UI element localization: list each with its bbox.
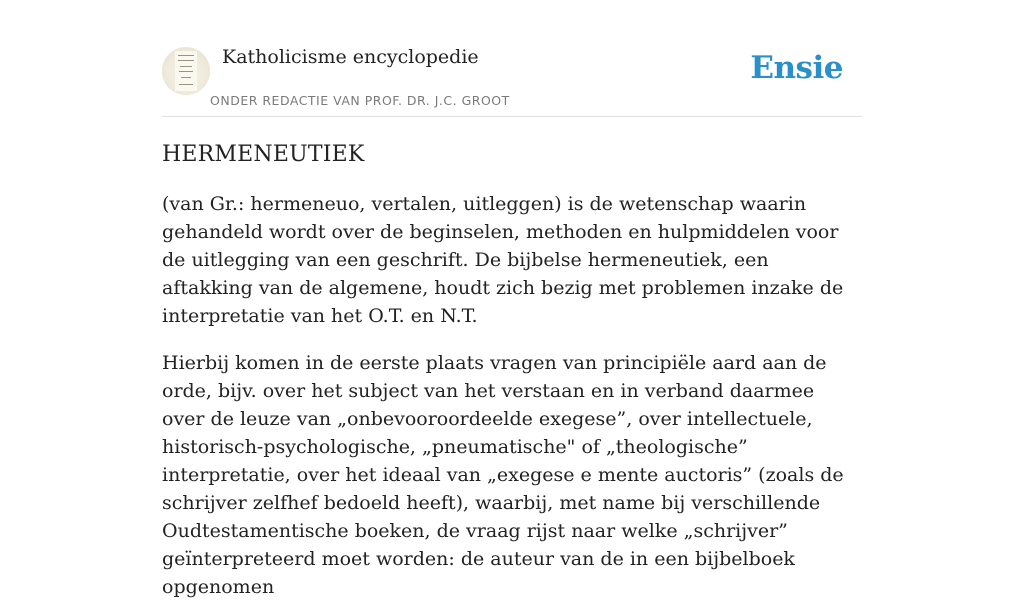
book-cover-icon[interactable] <box>162 47 210 95</box>
article-paragraph: (van Gr.: hermeneuo, vertalen, uitleggen) is de wetenschap waarin gehandeld wordt over de beginselen, methoden en hulpmiddelen voor de uitlegging van een geschrift. De bijbelse hermeneutiek, een aftakking van de algemene, houdt zich bezig met problemen inzake de interpretatie van het O.T. en N.T. <box>162 193 844 327</box>
book-cover-line <box>179 84 193 85</box>
book-cover-line <box>179 71 193 72</box>
book-cover-line <box>181 77 191 78</box>
article <box>162 140 862 601</box>
ensie-logo-link[interactable]: Ensie <box>750 50 843 86</box>
article-paragraph: Hierbij komen in de eerste plaats vragen van principiële aard aan de orde, bijv. over het subject van het verstaan en in verband daarmee over de leuze van „onbevooroordeelde exegese”, over intellectuele, historisch-psychologische, „pneumatische" of „theologische” interpretatie, over het ideaal van „exegese e mente auctoris” (zoals de schrijver zelfhef bedoeld heeft), waarbij, met name bij verschillende Oudtestamentische boeken, de vraag rijst naar welke „schrijver” geïnterpreteerd moet worden: de auteur van de in een bijbelboek opgenomen <box>162 352 844 598</box>
book-cover-line <box>180 66 192 67</box>
editor-subtitle: ONDER REDACTIE VAN PROF. DR. J.C. GROOT <box>210 93 510 108</box>
site-header <box>162 40 862 117</box>
encyclopedia-title[interactable]: Katholicisme encyclopedie <box>222 46 479 68</box>
article-title: HERMENEUTIEK <box>162 142 365 167</box>
book-cover-line <box>178 55 194 56</box>
book-cover-line <box>178 60 194 61</box>
